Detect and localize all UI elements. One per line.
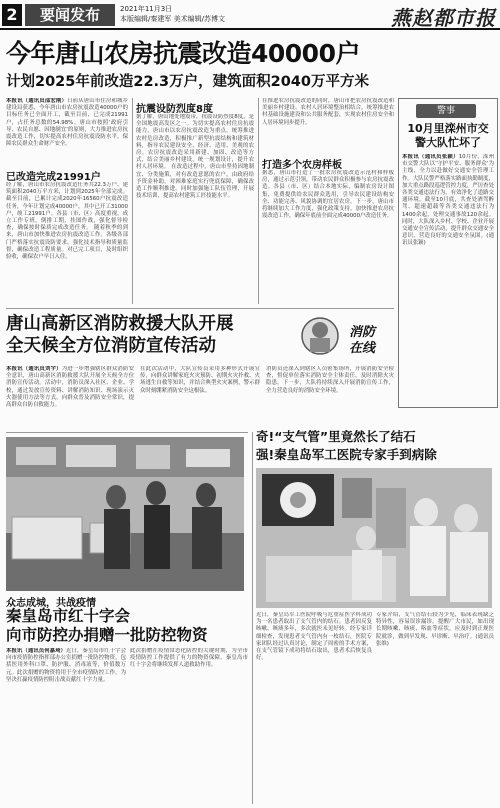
fire-col2-text xyxy=(140,366,260,428)
top-col2-body2: 在改造过程中，唐山市坚持因地制宜、分类施策，对有改造意愿的农户，由政府给予资金补助，对困难家庭实行兜底保障，确保改造工作顺利推进。同时加强施工队伍管理，开展技术培训，提高农村建筑工匠技能水平。 xyxy=(136,164,254,200)
fire-headline-line2: 全天候全方位消防宣传活动 xyxy=(6,336,216,356)
top-col3-body: 在推进农房抗震改造的同时，唐山市把农房抗震改造和美丽乡村建设、农村人居环境整治相结合，统筹推进农村基础设施建设和公共服务配套，实现农村住房安全和人居环境同步提升。 xyxy=(262,98,394,126)
hospital-body: 近日，秦皇岛军工医院呼吸与危重症医学科成功为一名患者取出了支气管内的结石。患者因反复咳嗽、咳痰多年，多次就医未见好转。经专家详细检查，发现患者支气管内有一枚结石，医院专家团队经过认真讨论，制定了周密的手术方案，在支气管镜下成功将结石取出，患者术后恢复良好。 xyxy=(256,612,372,662)
top-col1-body2: 经了解，唐山市农房抗震改造任务共22.3万户，建筑面积2040万平方米，计划到2025年全部完成。截至目前，已累计完成2020年16560户抗震改造任务，今年计划完成40000户，其中已开工31000户，竣工21991户。各县（市、区）高度重视，成立工作专班，倒排工期，挂图作战，强化督导检查，确保按时保质完成改造任务。 xyxy=(6,182,128,232)
top-col3-text2 xyxy=(262,170,394,304)
logo-text-2: 在线 xyxy=(348,341,376,356)
hospital-col2-text xyxy=(376,612,494,804)
column-rule xyxy=(132,98,133,304)
fire-body3: 消防员还深入到辖区人员密集场所，开展消防安全检查，督促单位落实消防安全主体责任，及时消除火灾隐患。下一步，大队将持续深入开展消防宣传工作，全力营造良好的消防安全环境。 xyxy=(266,366,394,394)
red-cross-lead: 本报讯（通讯员何嘉琦） xyxy=(6,648,67,654)
editors: 本版编辑/秦建军 美术编辑/苏博文 xyxy=(120,15,225,23)
red-cross-kicker: 众志成城，共战疫情 xyxy=(6,598,96,609)
section-title: 要闻发布 xyxy=(25,4,115,26)
hospital-headline-line1: 奇!“支气管”里竟然长了结石 xyxy=(256,429,416,444)
sidebar-text xyxy=(402,154,494,404)
sidebar-title: 10月里滦州市交警大队忙坏了 xyxy=(407,122,489,149)
red-cross-body2: 此次捐赠在疫情常态化防控的关键时期，为全市疫情防控工作提供了有力的物资保障，秦皇岛市红十字会将继续发挥人道救助作用。 xyxy=(130,648,248,669)
top-col3-body2: 据悉，唐山市打造了一批农房抗震改造示范村和样板房，通过示范引领，带动农民群众积极参与农房抗震改造。各县（市、区）结合本地实际，编制农房设计图集，免费提供给农民群众选用，引导农民建设结构安全、功能完善、风貌协调的宜居农房。下一步，唐山市将继续加大工作力度，强化政策支持，加快推进农房抗震改造工作，确保年底前全面完成40000户改造任务。 xyxy=(262,170,394,220)
fire-body: 为进一步增强辖区群众消防安全意识，唐山高新区消防救援大队开展全天候全方位消防宣传活动。活动中，消防员深入社区、企业、学校，通过发放宣传资料、讲解消防知识、现场演示灭火器使用方法等方式，向群众普及消防安全常识，提高群众自防自救能力。 xyxy=(6,366,134,409)
red-cross-headline-line1: 秦皇岛市红十字会 xyxy=(6,607,131,625)
top-col2-text xyxy=(136,114,254,304)
top-lead: 本报讯（通讯员邵宏刚） xyxy=(6,98,68,104)
top-col1-text2 xyxy=(6,182,128,304)
donation-photo xyxy=(6,437,244,591)
sidebar-lead: 本报讯（通讯员张颖） xyxy=(402,154,459,160)
fire-headline-line1: 唐山高新区消防救援大队开展 xyxy=(6,314,234,334)
red-cross-col2-text xyxy=(130,648,248,804)
hospital-headline xyxy=(256,428,437,464)
logo-text: 消防 xyxy=(348,325,376,340)
fire-col1-text xyxy=(6,366,134,428)
page-number: 2 xyxy=(2,4,22,26)
hospital-body2: 专家介绍，支气管结石较为少见，临床表现缺乏特异性，容易误诊漏诊。提醒广大市民，如出现长期咳嗽、咳痰、咯血等症状，应及时到正规医院就诊，做到早发现、早诊断、早治疗。(通讯员张维) xyxy=(376,612,494,647)
top-col1-body3: 随着秋季的到来，唐山市加快推进农房抗震改造工作。各级各部门严格落实抗震设防要求，强化技术指导和质量监督，确保改造工程质量。对已完工项目，及时组织验收，确保农户早日入住。 xyxy=(6,225,128,261)
dateline xyxy=(120,4,225,24)
column-rule xyxy=(252,432,253,804)
main-headline: 今年唐山农房抗震改造40000户 xyxy=(6,39,360,68)
surgery-photo xyxy=(256,468,492,608)
fire-online-logo xyxy=(300,306,392,364)
issue-date: 2021年11月3日 xyxy=(120,5,173,13)
section-divider xyxy=(6,432,248,433)
red-cross-col1-text xyxy=(6,648,126,804)
top-col2-body: 据了解，唐山地处地震带，抗震设防烈度8度，是全国地震高发区之一。为切实提高农村住房抗震能力，唐山市以农房抗震改造为重点，统筹推进农村危房改造，积极推广新型抗震结构和建筑材料，指导农民建设安全、经济、适用、美观的农房。农房抗震改造采用新建、加固、改造等方式，结合美丽乡村建设，统一规划设计，提升农村人居环境。 xyxy=(136,114,254,171)
fire-headline xyxy=(6,313,234,357)
masthead-logo: 燕赵都市报 xyxy=(391,6,496,30)
top-col1-text xyxy=(6,98,128,166)
red-cross-headline xyxy=(6,607,208,645)
red-cross-headline-line2: 向市防控办捐赠一批防控物资 xyxy=(6,626,208,644)
red-cross-body: 近日，秦皇岛市红十字会向市疫情防控指挥部办公室捐赠一批防控物资，包括医用外科口罩、防护服、消毒液等，价值数万元。此次捐赠的物资将用于全市疫情防控工作，为坚决打赢疫情防控阻击战贡献红十字力量。 xyxy=(6,648,126,683)
column-rule xyxy=(258,98,259,304)
top-sub3: 打造多个农房样板 xyxy=(262,160,342,171)
top-col3-text xyxy=(262,98,394,154)
top-sub1: 已改造完成21991户 xyxy=(6,172,101,183)
top-col1-body: 日前从唐山市住房和城乡建设局获悉，今年唐山市农房抗震改造40000户的目标任务已全面开工，截至目前，已完成21991户，占任务总数的54.98%。唐山市按照‘政府引导、农民自愿、因地制宜’的原则，大力推进农房抗震改造工作，切实提高农村住房抗震设防水平，保障农民群众生命财产安全。 xyxy=(6,98,128,148)
fire-lead: 本报讯（通讯员刘宇） xyxy=(6,366,62,372)
fire-col3-text xyxy=(266,366,394,428)
fire-body2: 在此次活动中，大队宣传员采用多种形式开展宣传，向群众讲解家庭火灾预防、初期火灾扑救、火场逃生自救等知识，并结合典型火灾案例，警示群众时刻绷紧消防安全这根弦。 xyxy=(140,366,260,394)
top-sub2: 抗震设防烈度8度 xyxy=(136,104,213,115)
hospital-headline-line2: 强!秦皇岛军工医院专家手到病除 xyxy=(256,447,437,462)
main-subheadline: 计划2025年前改造22.3万户，建筑面积2040万平方米 xyxy=(6,74,369,90)
page-header xyxy=(0,0,500,30)
sidebar-body: 10月份，滦州市交警大队以‘守护平安、服务群众’为主线，全力以赴做好交通安全管理工作。大队民警严格落实路面执勤制度，加大重点路段巡逻管控力度，严厉查处各类交通违法行为，有效净化了道路交通环境。截至10月底，共查处酒驾醉驾、超速超载等各类交通违法行为1400余起，处理交通事故120余起。同时，大队深入乡村、学校、企业开展交通安全宣传活动，提升群众交通安全意识，营造良好的交通安全氛围。(通讯员张颖) xyxy=(402,154,494,247)
hospital-col1-text xyxy=(256,612,372,804)
sidebar-tag: 警事 xyxy=(416,104,476,118)
